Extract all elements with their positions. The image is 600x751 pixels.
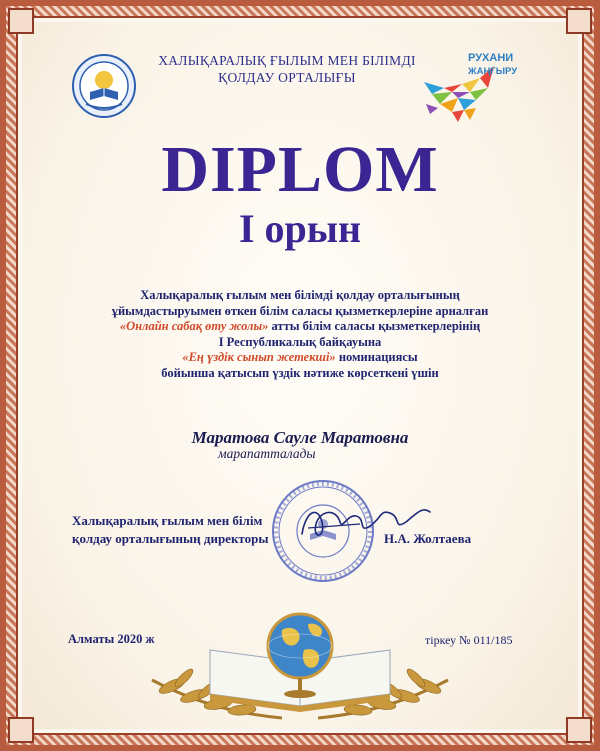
- organization-emblem-icon: [72, 54, 136, 118]
- rukhani-zhangyru-logo: [418, 48, 538, 126]
- contest-name: «Онлайн сабақ өту жолы»: [119, 319, 269, 333]
- body-line: ұйымдастыруымен өткен білім саласы қызметкерлеріне арналған: [111, 303, 489, 318]
- director-title: [72, 512, 269, 548]
- body-line: I Республикалық байқауына: [218, 334, 382, 349]
- diploma-title: DIPLOM: [161, 133, 439, 206]
- partner-logo-line: ЖАҢҒЫРУ: [468, 66, 518, 77]
- body-line: бойынша қатысып үздік нәтиже көрсеткені үшін: [161, 365, 439, 380]
- signer-name: Н.А. Жолтаева: [384, 531, 472, 546]
- body-line-rest: номинациясы: [335, 350, 418, 364]
- organization-title: [142, 52, 432, 86]
- body-line-rest: атты білім саласы қызметкерлерінің: [268, 319, 481, 333]
- body-line: Халықаралық ғылым мен білімді қолдау орталығының: [140, 288, 460, 302]
- awarded-label: марапатталады: [218, 446, 316, 461]
- body-line: [40, 350, 560, 366]
- partner-logo-line: РУХАНИ: [468, 52, 514, 64]
- director-title-line: қолдау орталығының директоры: [72, 531, 269, 546]
- corner-ornament: [8, 717, 34, 743]
- corner-ornament: [566, 717, 592, 743]
- corner-ornament: [566, 8, 592, 34]
- corner-ornament: [8, 8, 34, 34]
- director-title-line: Халықаралық ғылым мен білім: [72, 513, 263, 528]
- body-line: [40, 319, 560, 335]
- city-year: Алматы 2020 ж: [68, 632, 155, 646]
- registration-number: тіркеу № 011/185: [425, 633, 513, 647]
- recipient-name: Маратова Сауле Маратовна: [191, 428, 409, 447]
- organization-title-line: ҚОЛДАУ ОРТАЛЫҒЫ: [218, 70, 356, 85]
- organization-title-line: ХАЛЫҚАРАЛЫҚ ҒЫЛЫМ МЕН БІЛІМДІ: [158, 53, 416, 68]
- place-title: I орын: [238, 206, 362, 251]
- diploma-body-text: [40, 288, 560, 381]
- globe-book-laurel-ornament: [132, 610, 468, 728]
- nomination-name: «Ең үздік сынып жетекші»: [182, 350, 336, 364]
